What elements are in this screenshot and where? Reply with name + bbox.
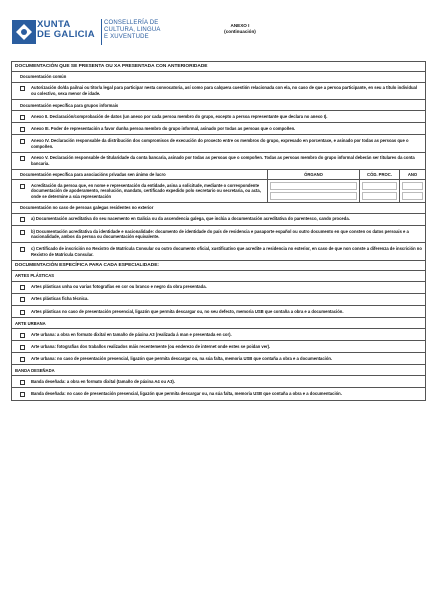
checkbox-row <box>12 153 425 170</box>
abroad-title: Documentación no caso de persoas galegas residentes no exterior <box>12 203 425 214</box>
cod-proc-input[interactable] <box>362 192 397 200</box>
banda-title: BANDA DESEÑADA <box>12 365 425 376</box>
item-text: Anexo III. Poder de representación a favor dunha persoa membro do grupo informal, asinado por todas as persoas que o compoñen. <box>31 125 296 131</box>
informal-groups-title: Documentación específica para grupos informais <box>12 100 425 111</box>
ano-cell <box>399 180 425 202</box>
item-text: c) Certificado de inscrición no Rexistro de Matrícula Consular ou outro documento oficial, xustificativo que acredite a residencia no exterior, en caso de que non conste a diferenza de inscrición no Rexistro de Matrícula Consular. <box>31 246 422 257</box>
annex-title: ANEXO I <box>230 23 250 28</box>
representation-cell <box>12 180 267 202</box>
checkbox[interactable] <box>20 333 25 338</box>
checkbox-row <box>12 353 425 365</box>
logo-line1: XUNTA <box>37 19 71 30</box>
private-assoc-header <box>12 170 425 180</box>
item-text: a) Documentación acreditativa do seu nacemento en Galicia ou da ascendencia galega, que inclúa a documentación acreditativa do parentesco, cando proceda. <box>31 216 350 222</box>
checkbox[interactable] <box>20 380 25 385</box>
checkbox-row <box>12 329 425 341</box>
xunta-logo-icon <box>12 20 36 44</box>
checkbox[interactable] <box>20 392 25 397</box>
organo-input[interactable] <box>270 192 357 200</box>
item-text: b) Documentación acreditativa da identidade e nacionalidade: documento de identidade do país de residencia e pasaporte español ou outro documento en que consten os datos persoais e a nacionalidade, ambos da persoa ou documentación equivalente. <box>31 228 409 240</box>
checkbox[interactable] <box>20 285 25 290</box>
annex-label <box>200 23 280 35</box>
col-ano: ANO <box>399 170 425 179</box>
checkbox[interactable] <box>20 156 25 161</box>
organo-input[interactable] <box>270 182 357 190</box>
annex-continuation: (continuación) <box>224 29 256 34</box>
dept-line1: CONSELLERÍA DE <box>104 20 159 26</box>
checkbox-row <box>12 388 425 400</box>
checkbox[interactable] <box>20 217 25 222</box>
logo-line2: DE GALICIA <box>37 29 95 40</box>
organo-cell <box>267 180 359 202</box>
checkbox-row <box>12 376 425 388</box>
item-text: Arte urbana: no caso de presentación presencial, ligazón que permita descargar ou, na súa falta, memoria USB que contaña a obra e a documentación. <box>31 355 333 361</box>
item-text: Artes plásticas no caso de presentación presencial, ligazón que permita descargar ou, no seu defecto, memoria USB que contaña a obra e a documentación. <box>31 308 344 314</box>
logo-divider <box>101 19 102 45</box>
section-title: DOCUMENTACIÓN QUE SE PRESENTA OU XA PRESENTADA CON ANTERIORIDADE <box>12 62 425 72</box>
checkbox-row <box>12 214 425 226</box>
urbana-title: ARTE URBANA <box>12 318 425 329</box>
checkbox[interactable] <box>20 297 25 302</box>
logo-text <box>37 20 95 40</box>
checkbox[interactable] <box>20 115 25 120</box>
checkbox[interactable] <box>20 357 25 362</box>
checkbox-row <box>12 111 425 123</box>
specialty-title: DOCUMENTACIÓN ESPECÍFICA PARA CADA ESPECIALIDADE: <box>12 261 425 271</box>
artes-title: ARTES PLÁSTICAS <box>12 271 425 282</box>
item-text: Anexo V. Declaración responsable de titularidade da conta bancaria, asinado por todas as persoas que o compoñen. Todas as persoas membro do grupo informal deberán ser titulares da conta bancaria. <box>31 155 415 166</box>
checkbox[interactable] <box>20 139 25 144</box>
item-text: Acreditación da persoa que, en nome e representación da entidade, asina a solicitude, mediante o correspondente documentación de apoderamento, resolución, mandato, certificado expedido polo secretario ou secretaria, ou acta, onde se determine a súa representación <box>31 182 261 199</box>
col-organo: ÓRGANO <box>267 170 359 179</box>
cod-proc-cell <box>359 180 399 202</box>
common-doc-title: Documentación común <box>12 72 425 83</box>
checkbox-row <box>12 226 425 243</box>
department-name <box>104 20 161 42</box>
ano-input[interactable] <box>402 192 423 200</box>
item-text: Arte urbana: a obra en formato dixital en tamaño de páxina A3 (realizada á man e presentada en cor). <box>31 331 232 337</box>
ano-input[interactable] <box>402 182 423 190</box>
item-text: Banda deseñada: a obra en formato dixital (tamaño de páxina A4 ou A3). <box>31 378 175 384</box>
item-text: Autorización do/da pai/nai ou titor/a legal para participar nesta convocatoria, así como para calquera cuestión relacionada con ela, no caso de que a persoa participante, en seu a título individual ou colectivo, sexa menor de idade. <box>31 85 418 96</box>
checkbox[interactable] <box>20 86 25 91</box>
document-header <box>0 0 439 60</box>
checkbox-row <box>12 306 425 318</box>
dept-line3: E XUVENTUDE <box>104 34 149 41</box>
col-cod-proc: CÓD. PROC. <box>359 170 399 179</box>
item-text: Banda deseñada: no caso de presentación presencial, ligazón que permita descargar ou, na súa falta, memoria USB que contaña a obra e a documentación. <box>31 391 342 397</box>
checkbox-row <box>12 294 425 306</box>
documentation-form <box>11 61 426 401</box>
checkbox[interactable] <box>20 127 25 132</box>
private-assoc-title: Documentación específica para asociacións privadas sen ánimo de lucro <box>20 172 166 178</box>
checkbox[interactable] <box>20 247 25 252</box>
checkbox[interactable] <box>20 230 25 235</box>
checkbox-row <box>12 123 425 135</box>
checkbox-row <box>12 135 425 152</box>
checkbox-row <box>12 341 425 353</box>
item-text: Anexo II. Declaración/comprobación de datos (un anexo por cada persoa membro do grupo, excepto a persoa representante que declara no anexo I). <box>31 113 328 119</box>
item-text: Arte urbana: fotografías dos traballos realizados máis recentemente (ou enderezo de internet onde estes se poidan ver). <box>31 343 271 349</box>
cod-proc-input[interactable] <box>362 182 397 190</box>
item-text: Artes plásticas unha ou varias fotografías en cor ou branco e negro da obra presentada. <box>31 284 207 290</box>
checkbox[interactable] <box>20 345 25 350</box>
item-text: Artes plásticas ficha técnica. <box>31 296 89 302</box>
item-text: Anexo IV. Declaración responsable da distribución dos compromisos de execución do proxecto entre os membros do grupo, expresado en porcentaxe, e asinado por todas as persoas que o compoñen. <box>31 137 409 149</box>
checkbox[interactable] <box>20 310 25 315</box>
checkbox-row <box>12 282 425 294</box>
checkbox-row <box>12 83 425 100</box>
checkbox[interactable] <box>20 184 25 189</box>
representation-row <box>12 180 425 203</box>
checkbox-row <box>12 243 425 260</box>
dept-line2: CULTURA, LINGUA <box>104 27 161 34</box>
